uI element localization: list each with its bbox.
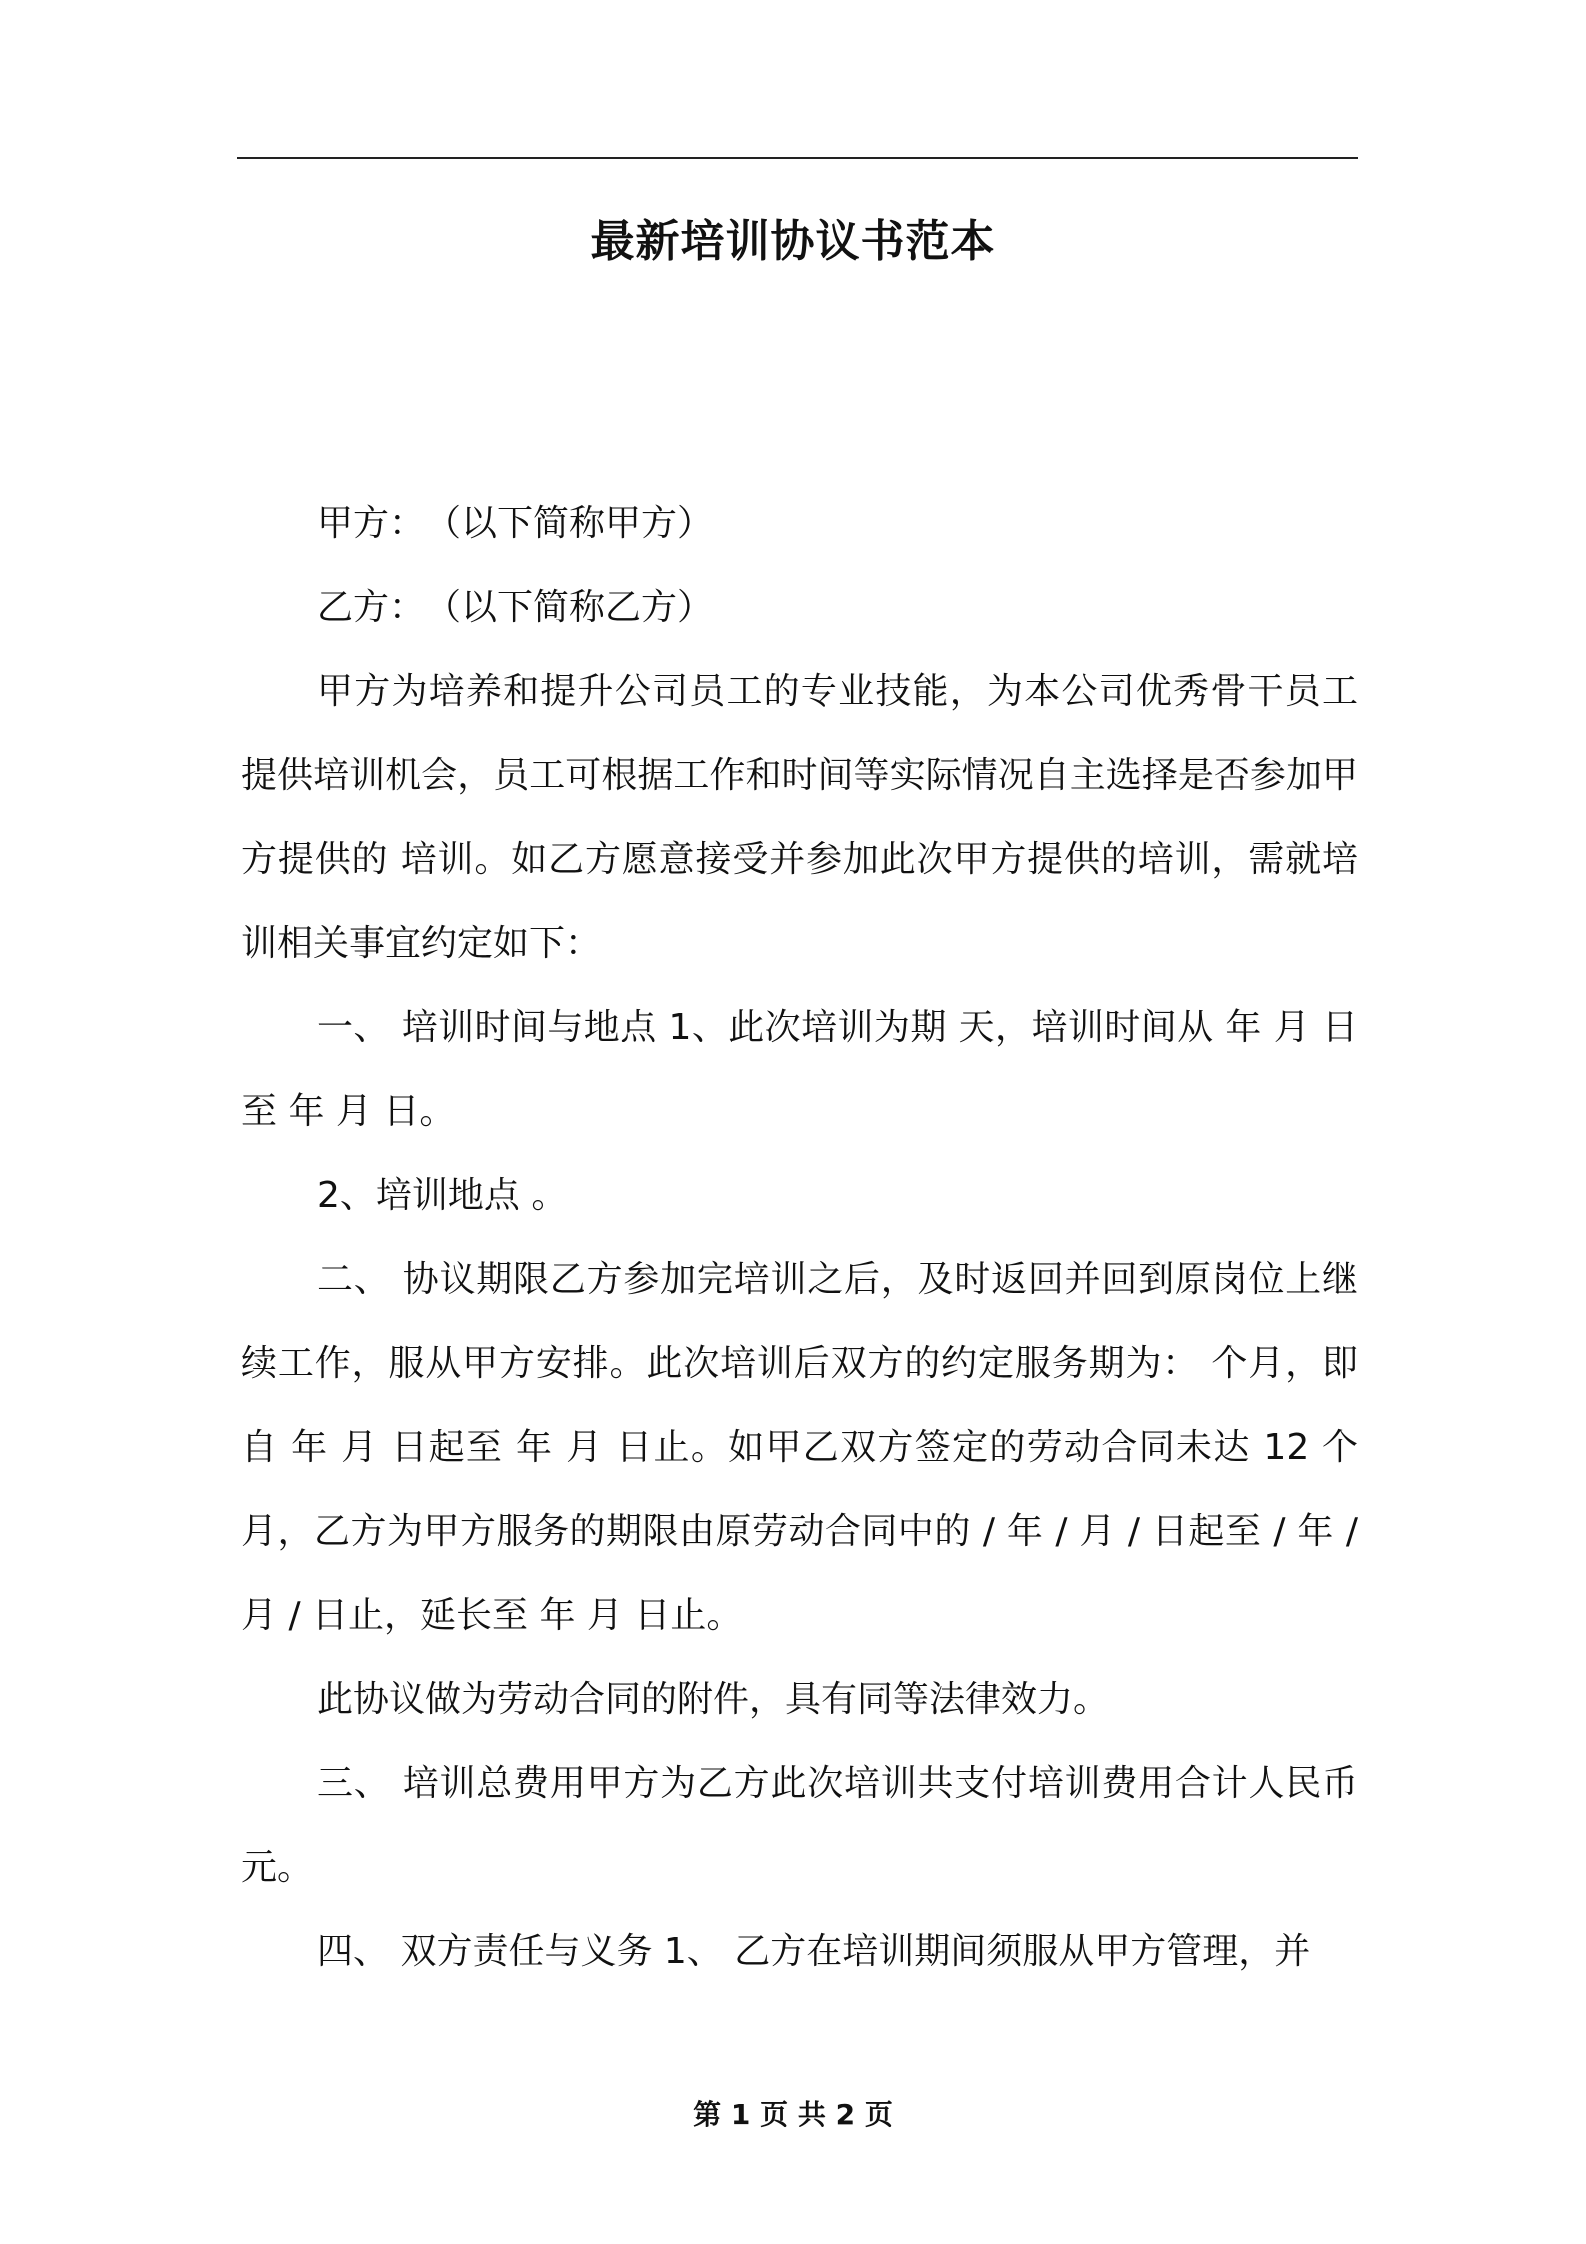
clause-4-duties: 四、 双方责任与义务 1、 乙方在培训期间须服从甲方管理，并 [317, 1931, 1311, 1972]
party-a-line: 甲方： （以下简称甲方） [317, 503, 714, 544]
clause-3-fees: 三、 培训总费用甲方为乙方此次培训共支付培训费用合计人民币 元。 [241, 1763, 1358, 1888]
clause-1-location: 2、培训地点 。 [317, 1175, 568, 1216]
document-body [241, 482, 1358, 1994]
party-b-line: 乙方： （以下简称乙方） [317, 587, 714, 628]
document-title: 最新培训协议书范本 [590, 216, 996, 267]
header-rule [237, 157, 1358, 159]
clause-2-attachment: 此协议做为劳动合同的附件，具有同等法律效力。 [317, 1679, 1110, 1720]
page-number: 第 1 页 共 2 页 [693, 2098, 893, 2131]
intro-paragraph: 甲方为培养和提升公司员工的专业技能，为本公司优秀骨干员工提供培训机会，员工可根据工作和时间等实际情况自主选择是否参加甲方提供的 培训。如乙方愿意接受并参加此次甲方提供的培训，需就培训相关事宜约定如下： [241, 671, 1358, 964]
clause-2-term: 二、 协议期限乙方参加完培训之后，及时返回并回到原岗位上继续工作，服从甲方安排。此次培训后双方的约定服务期为： 个月，即自 年 月 日起至 年 月 日止。如甲乙双方签定的劳动合同未达 12 个月，乙方为甲方服务的期限由原劳动合同中的 / 年 / 月 / 日起至 / 年 / 月 / 日止，延长至 年 月 日止。 [241, 1259, 1358, 1636]
clause-1-time-location: 一、 培训时间与地点 1、此次培训为期 天，培训时间从 年 月 日至 年 月 日。 [241, 1007, 1358, 1132]
